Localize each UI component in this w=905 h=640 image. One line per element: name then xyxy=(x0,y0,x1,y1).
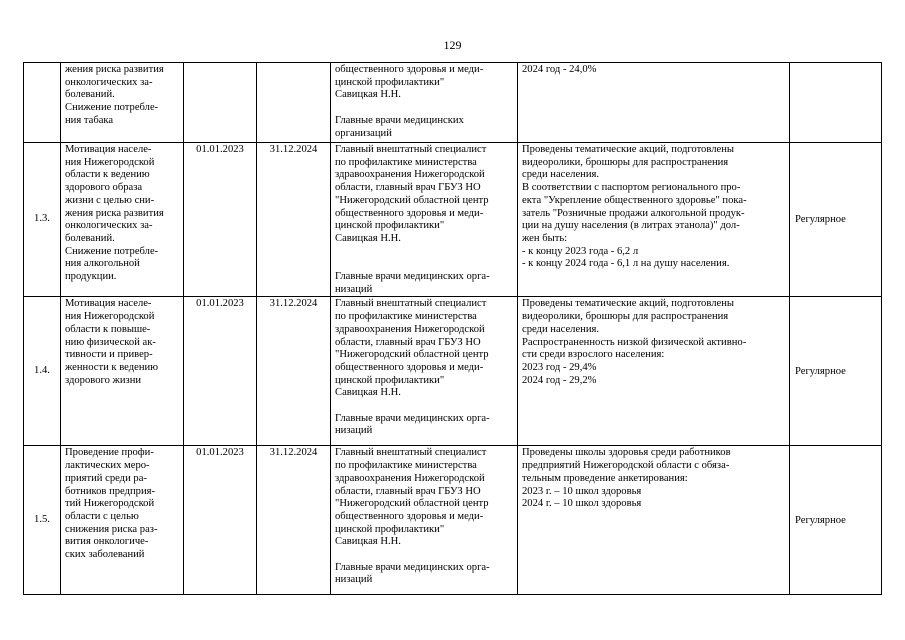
activity-cell: жения риска развития онкологических за- болеваний. Снижение потребле- ния табака xyxy=(61,63,184,143)
activity-cell: Мотивация населе- ния Нижегородской области к ведению здорового образа жизни с целью сни- жения риска развития онкологических за- болеваний. Снижение потребле- ния алкогольной продукции. xyxy=(61,143,184,297)
responsible-cell: Главный внештатный специалист по профилактике министерства здравоохранения Нижегородской области, главный врач ГБУЗ НО "Нижегородский областной центр общественного здоровья и меди- цинской профилактики" Савицкая Н.Н. Главные врачи медицинских орга- низаций xyxy=(331,297,518,446)
responsible-cell: Главный внештатный специалист по профилактике министерства здравоохранения Нижегородской области, главный врач ГБУЗ НО "Нижегородский областной центр общественного здоровья и меди- цинской профилактики" Савицкая Н.Н. Главные врачи медицинских орга- низаций xyxy=(331,446,518,595)
row-number xyxy=(24,63,61,143)
status-cell: Регулярное xyxy=(790,143,882,297)
end-date-cell xyxy=(257,63,331,143)
end-date-cell: 31.12.2024 xyxy=(257,143,331,297)
result-cell: Проведены тематические акций, подготовлены видеоролики, брошюры для распространения среди населения. Распространенность низкой физической активно- сти среди взрослого населения: 2023 год - 29,4% 2024 год - 29,2% xyxy=(518,297,790,446)
table-row xyxy=(24,143,882,297)
plan-table xyxy=(23,62,882,595)
end-date-cell: 31.12.2024 xyxy=(257,446,331,595)
table-row xyxy=(24,63,882,143)
status-cell: Регулярное xyxy=(790,297,882,446)
status-cell: Регулярное xyxy=(790,446,882,595)
start-date-cell: 01.01.2023 xyxy=(184,143,257,297)
table-row xyxy=(24,446,882,595)
page-number: 129 xyxy=(443,38,462,52)
status-cell xyxy=(790,63,882,143)
result-cell: Проведены школы здоровья среди работников предприятий Нижегородской области с обяза- тельным проведение анкетирования: 2023 г. – 10 школ здоровья 2024 г. – 10 школ здоровья xyxy=(518,446,790,595)
result-cell: Проведены тематические акций, подготовлены видеоролики, брошюры для распространения среди населения. В соответствии с паспортом регионального про- екта "Укрепление общественного здоровье" пока- затель "Розничные продажи алкогольной продук- ции на душу населения (в литрах этанола)" дол- жен быть: - к концу 2023 года - 6,2 л - к концу 2024 года - 6,1 л на душу населения. xyxy=(518,143,790,297)
table-row xyxy=(24,297,882,446)
result-cell: 2024 год - 24,0% xyxy=(518,63,790,143)
row-number: 1.5. xyxy=(24,446,61,595)
start-date-cell xyxy=(184,63,257,143)
end-date-cell: 31.12.2024 xyxy=(257,297,331,446)
row-number: 1.3. xyxy=(24,143,61,297)
activity-cell: Проведение профи- лактических меро- приятий среди ра- ботников предприя- тий Нижегородской области с целью снижения риска раз- вития онкологиче- ских заболеваний xyxy=(61,446,184,595)
responsible-cell: Главный внештатный специалист по профилактике министерства здравоохранения Нижегородской области, главный врач ГБУЗ НО "Нижегородский областной центр общественного здоровья и меди- цинской профилактики" Савицкая Н.Н. Главные врачи медицинских орга- низаций xyxy=(331,143,518,297)
start-date-cell: 01.01.2023 xyxy=(184,446,257,595)
responsible-cell: общественного здоровья и меди- цинской профилактики" Савицкая Н.Н. Главные врачи медицинских организаций xyxy=(331,63,518,143)
activity-cell: Мотивация населе- ния Нижегородской области к повыше- нию физической ак- тивности и привер- женности к ведению здорового жизни xyxy=(61,297,184,446)
row-number: 1.4. xyxy=(24,297,61,446)
start-date-cell: 01.01.2023 xyxy=(184,297,257,446)
